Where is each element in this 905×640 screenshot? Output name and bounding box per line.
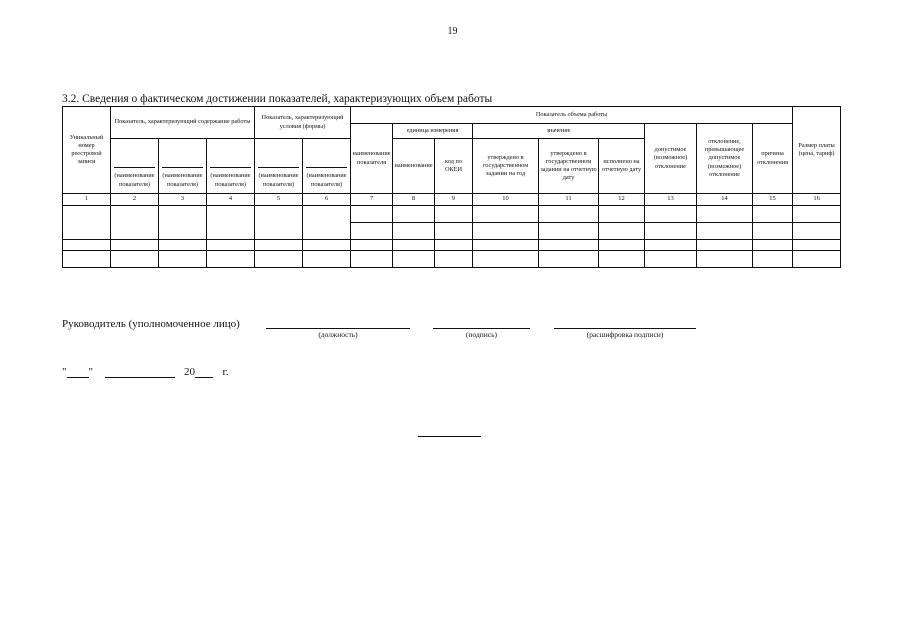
- column-number: 12: [599, 194, 645, 206]
- header-executed: исполнено на отчетную дату: [599, 139, 645, 194]
- header-unique-number: Уникальный номер реестровой записи: [63, 107, 111, 194]
- column-numbers-row: [63, 194, 841, 206]
- column-number: 16: [793, 194, 841, 206]
- header-fee: Размер платы (цена, тариф): [793, 107, 841, 194]
- page-number: 19: [447, 26, 458, 37]
- column-number: 6: [303, 194, 351, 206]
- header-unit: единица измерения: [393, 124, 473, 139]
- column-number: 11: [539, 194, 599, 206]
- column-number: 7: [351, 194, 393, 206]
- header-subname-2: (наименование показателя): [162, 167, 203, 188]
- header-volume-indicator: Показатель объема работы: [351, 107, 793, 124]
- header-deviation-reason: причина отклонения: [753, 124, 793, 194]
- day-line[interactable]: [67, 366, 89, 378]
- signature-label: Руководитель (уполномоченное лицо): [62, 318, 240, 330]
- column-number: 10: [473, 194, 539, 206]
- header-approved-year: утверждено в государственном задании на год: [473, 139, 539, 194]
- footnote-separator: [418, 436, 481, 437]
- column-number: 5: [255, 194, 303, 206]
- header-unit-name: наименование: [393, 139, 435, 194]
- header-allowed-deviation: допустимое (возможное) отклонение: [645, 124, 697, 194]
- column-number: 1: [63, 194, 111, 206]
- year-prefix: 20: [184, 366, 195, 378]
- column-number: 8: [393, 194, 435, 206]
- month-line[interactable]: [105, 366, 175, 378]
- signature-decode-caption: (расшифровка подписи): [586, 330, 664, 339]
- table-row: [63, 240, 841, 251]
- date-close-quote: ": [88, 366, 93, 378]
- header-value: значение: [473, 124, 645, 139]
- column-number: 4: [207, 194, 255, 206]
- table-row: [63, 206, 841, 223]
- header-subname-4: (наименование показателя): [258, 167, 299, 188]
- signature-decode-line[interactable]: [554, 328, 696, 329]
- column-number: 14: [697, 194, 753, 206]
- column-number: 13: [645, 194, 697, 206]
- column-number: 9: [435, 194, 473, 206]
- position-line[interactable]: [266, 328, 410, 329]
- header-indicator-name: наименование показателя: [351, 124, 393, 194]
- column-number: 2: [111, 194, 159, 206]
- header-approved-date: утверждено в государственном задании на отчетную дату: [539, 139, 599, 194]
- header-subname-3: (наименование показателя): [210, 167, 251, 188]
- year-suffix: г.: [222, 366, 229, 378]
- column-number: 3: [159, 194, 207, 206]
- section-title: 3.2. Сведения о фактическом достижении показателей, характеризующих объем работы: [62, 93, 493, 105]
- column-number: 15: [753, 194, 793, 206]
- date-open-quote: ": [62, 366, 67, 378]
- header-conditions-indicator: Показатель, характеризующий условия (формы): [255, 107, 351, 139]
- signature-line[interactable]: [433, 328, 530, 329]
- header-content-indicator: Показатель, характеризующий содержание работы: [111, 107, 255, 139]
- position-caption: (должность): [318, 330, 358, 339]
- header-excess-deviation: отклонение, превышающее допустимое (возможное) отклонение: [697, 124, 753, 194]
- signature-caption: (подпись): [465, 330, 498, 339]
- header-subname-5: (наименование показателя): [306, 167, 347, 188]
- table-row: [63, 251, 841, 268]
- date-row: [62, 366, 229, 378]
- year-line[interactable]: [195, 366, 213, 378]
- header-subname-1: (наименование показателя): [114, 167, 155, 188]
- volume-indicators-table: [62, 106, 841, 268]
- header-okei: код по ОКЕИ: [435, 139, 473, 194]
